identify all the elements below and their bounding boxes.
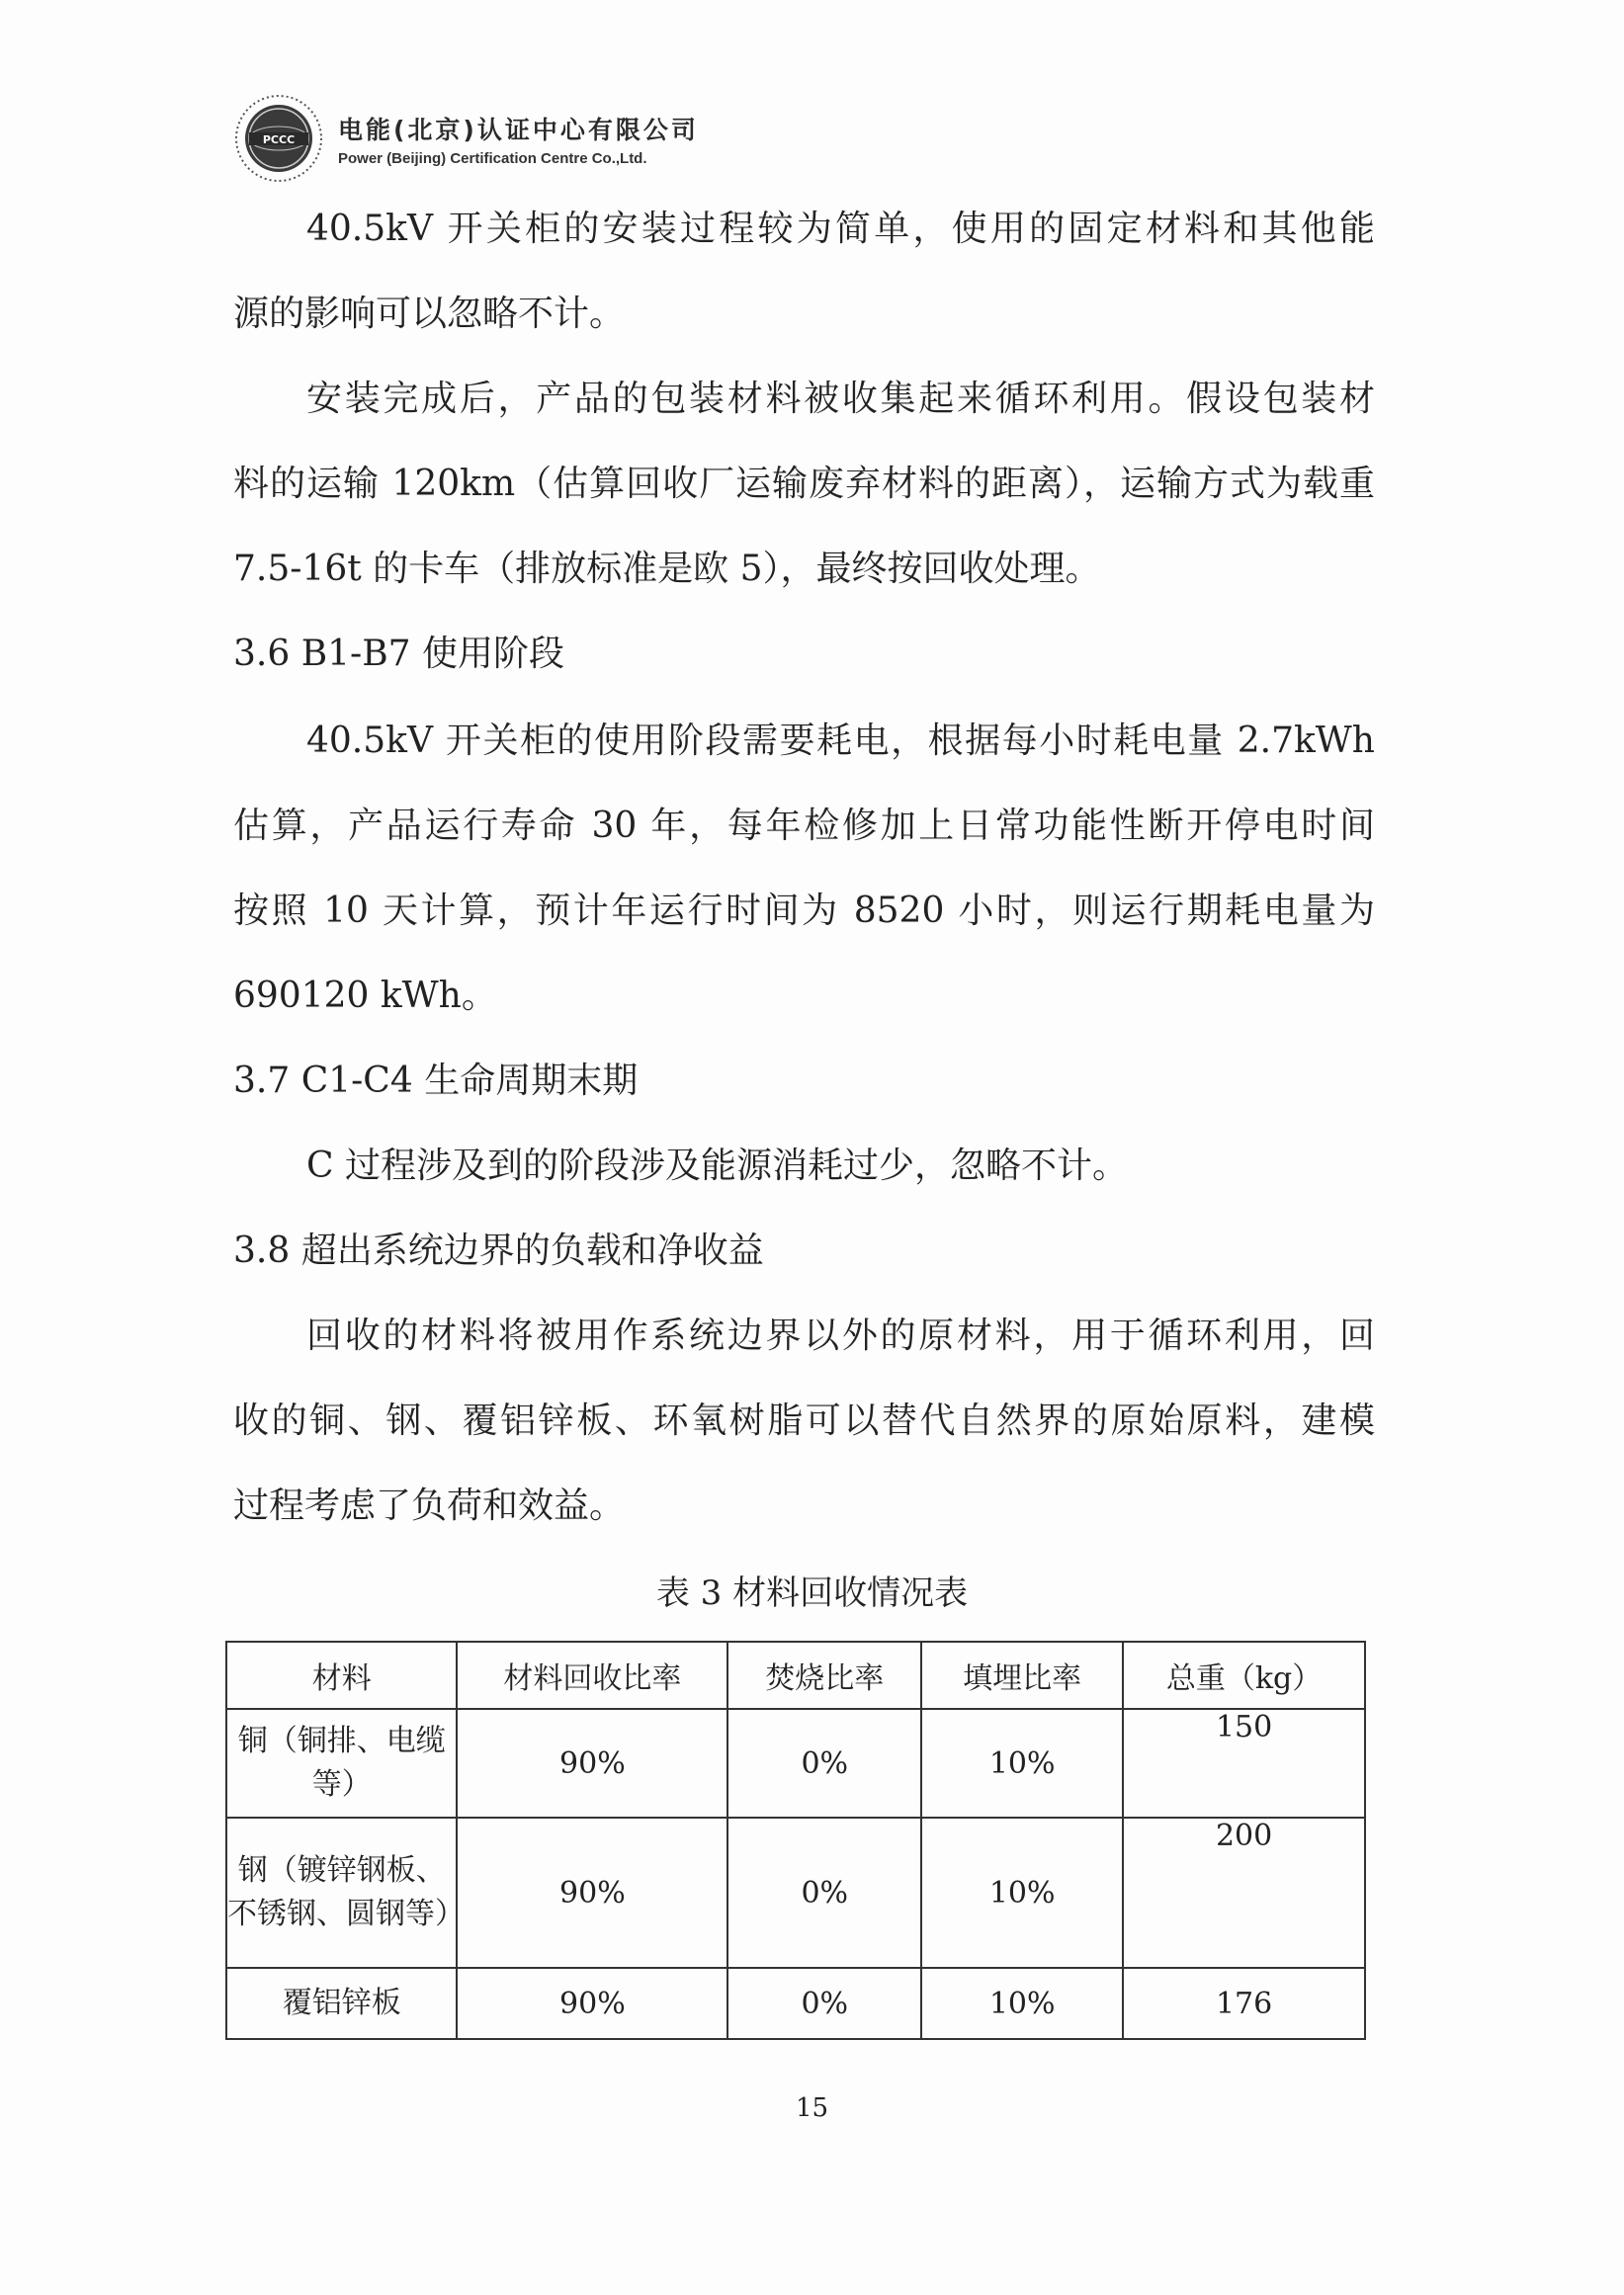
header-material: 材料 [226, 1642, 457, 1709]
paragraph-line: 按照 10 天计算，预计年运行时间为 8520 小时，则运行期耗电量为 [233, 891, 1375, 931]
section-heading-3-8: 3.8 超出系统边界的负载和净收益 [233, 1231, 764, 1271]
cell-recycle: 90% [457, 1818, 727, 1968]
company-logo [233, 93, 324, 184]
paragraph-line: 安装完成后，产品的包装材料被收集起来循环利用。假设包装材 [306, 379, 1375, 419]
header-total-weight: 总重（kg） [1123, 1642, 1365, 1709]
company-header [233, 99, 699, 178]
cell-weight: 176 [1123, 1968, 1365, 2039]
cell-incinerate: 0% [727, 1818, 921, 1968]
paragraph-line: C 过程涉及到的阶段涉及能源消耗过少，忽略不计。 [306, 1146, 1128, 1186]
paragraph-line: 料的运输 120km（估算回收厂运输废弃材料的距离），运输方式为载重 [233, 464, 1375, 504]
table-header-row [226, 1642, 1365, 1709]
header-landfill-ratio: 填埋比率 [921, 1642, 1123, 1709]
table-row [226, 1968, 1365, 2039]
cell-landfill: 10% [921, 1968, 1123, 2039]
cell-weight: 200 [1123, 1818, 1365, 1968]
section-heading-3-7: 3.7 C1-C4 生命周期末期 [233, 1061, 639, 1101]
cell-recycle: 90% [457, 1709, 727, 1818]
paragraph-line: 回收的材料将被用作系统边界以外的原材料，用于循环利用，回 [306, 1316, 1375, 1356]
cell-material: 钢（镀锌钢板、不锈钢、圆钢等） [226, 1818, 457, 1968]
paragraph-line: 收的铜、钢、覆铝锌板、环氧树脂可以替代自然界的原始原料，建模 [233, 1401, 1375, 1441]
cell-weight: 150 [1123, 1709, 1365, 1818]
cell-incinerate: 0% [727, 1709, 921, 1818]
paragraph-line: 40.5kV 开关柜的安装过程较为简单，使用的固定材料和其他能 [306, 209, 1375, 249]
company-name-block [338, 111, 699, 167]
company-name-en: Power (Beijing) Certification Centre Co.,Ltd. [338, 149, 647, 167]
table-row [226, 1709, 1365, 1818]
section-heading-3-6: 3.6 B1-B7 使用阶段 [233, 634, 565, 674]
company-name-cn: 电能(北京)认证中心有限公司 [338, 115, 699, 144]
pccc-logo-icon [233, 93, 324, 184]
logo-text: PCCC [262, 133, 296, 146]
cell-material: 铜（铜排、电缆等） [226, 1709, 457, 1818]
page-number: 15 [795, 2093, 829, 2123]
table-row [226, 1818, 1365, 1968]
cell-recycle: 90% [457, 1968, 727, 2039]
paragraph-line: 690120 kWh。 [233, 976, 497, 1016]
cell-landfill: 10% [921, 1709, 1123, 1818]
paragraph-line: 过程考虑了负荷和效益。 [233, 1486, 626, 1526]
header-incineration-ratio: 焚烧比率 [727, 1642, 921, 1709]
paragraph-line: 7.5-16t 的卡车（排放标准是欧 5），最终按回收处理。 [233, 549, 1101, 589]
paragraph-line: 源的影响可以忽略不计。 [233, 294, 626, 334]
cell-landfill: 10% [921, 1818, 1123, 1968]
cell-incinerate: 0% [727, 1968, 921, 2039]
cell-material: 覆铝锌板 [226, 1968, 457, 2039]
paragraph-line: 估算，产品运行寿命 30 年，每年检修加上日常功能性断开停电时间 [233, 806, 1375, 846]
table-caption: 表 3 材料回收情况表 [655, 1573, 969, 1613]
header-recycle-ratio: 材料回收比率 [457, 1642, 727, 1709]
paragraph-line: 40.5kV 开关柜的使用阶段需要耗电，根据每小时耗电量 2.7kWh [306, 721, 1375, 761]
material-recycling-table [225, 1641, 1366, 2040]
